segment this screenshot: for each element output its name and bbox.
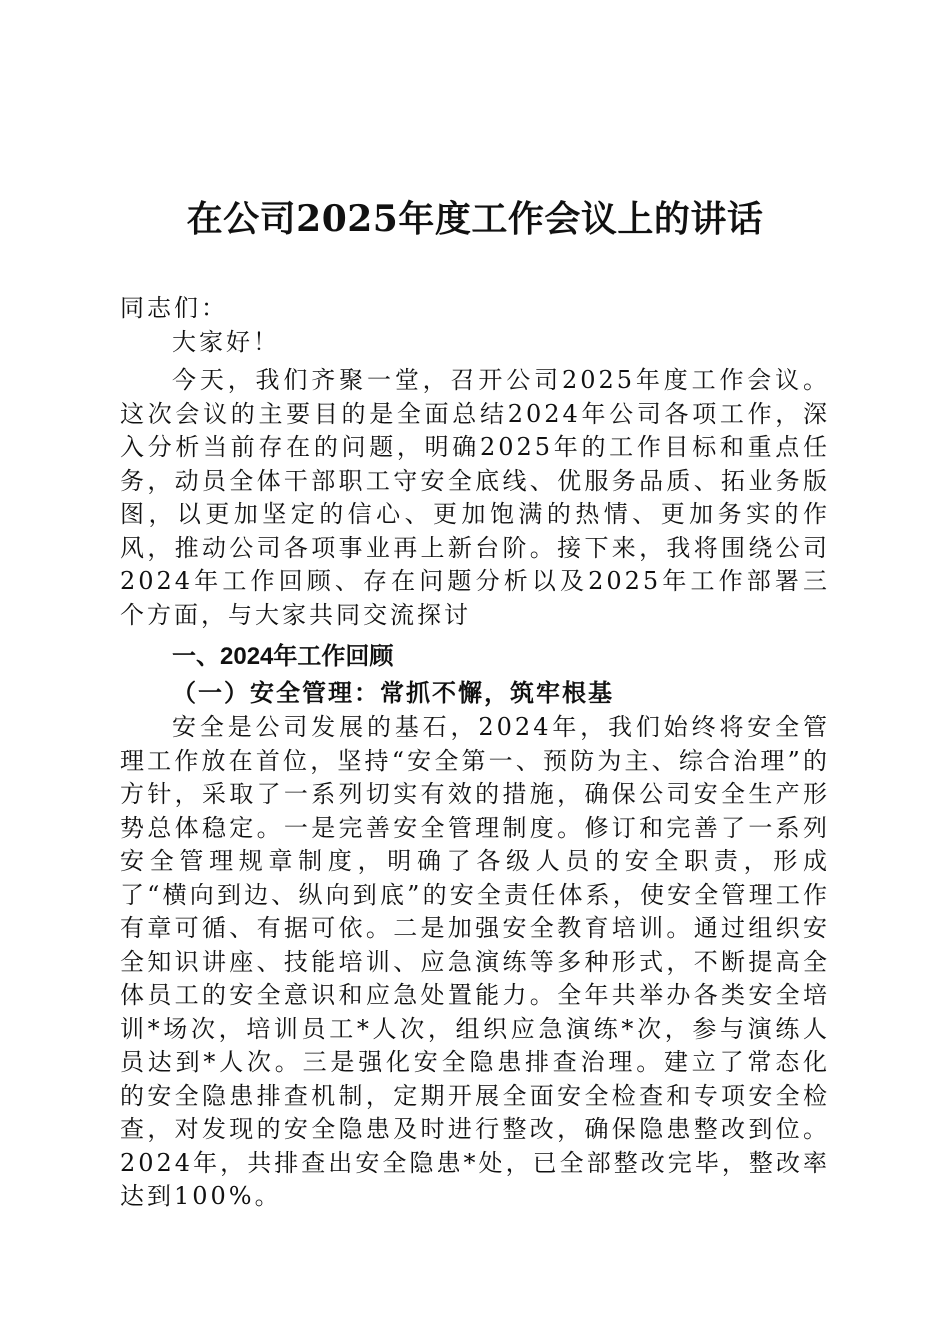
document-title: 在公司2025年度工作会议上的讲话 [186,198,764,240]
salutation: 同志们： [120,294,228,322]
greeting: 大家好！ [172,328,280,356]
body-paragraph: 安全是公司发展的基石，2024年，我们始终将安全管理工作放在首位，坚持“安全第一、预防为主、综合治理”的方针，采取了一系列切实有效的措施，确保公司安全生产形势总体稳定。一是完善安全管理制度。修订和完善了一系列安全管理规章制度，明确了各级人员的安全职责，形成了“横向到边、纵向到底”的安全责任体系，使安全管理工作有章可循、有据可依。二是加强安全教育培训。通过组织安全知识讲座、技能培训、应急演练等多种形式，不断提高全体员工的安全意识和应急处置能力。全年共举办各类安全培训*场次，培训员工*人次，组织应急演练*次，参与演练人员达到*人次。三是强化安全隐患排查治理。建立了常态化的安全隐患排查机制，定期开展全面安全检查和专项安全检查，对发现的安全隐患及时进行整改，确保隐患整改到位。2024年，共排查出安全隐患*处，已全部整改完毕，整改率达到100%。 [120,713,830,1210]
subsection-heading: （一）安全管理：常抓不懈，筑牢根基 [172,678,614,707]
intro-paragraph: 今天，我们齐聚一堂，召开公司2025年度工作会议。这次会议的主要目的是全面总结2024年公司各项工作，深入分析当前存在的问题，明确2025年的工作目标和重点任务，动员全体干部职工守安全底线、优服务品质、拓业务版图，以更加坚定的信心、更加饱满的热情、更加务实的作风，推动公司各项事业再上新台阶。接下来，我将围绕公司2024年工作回顾、存在问题分析以及2025年工作部署三个方面，与大家共同交流探讨 [120,366,830,629]
section-heading: 一、2024年工作回顾 [172,643,394,670]
